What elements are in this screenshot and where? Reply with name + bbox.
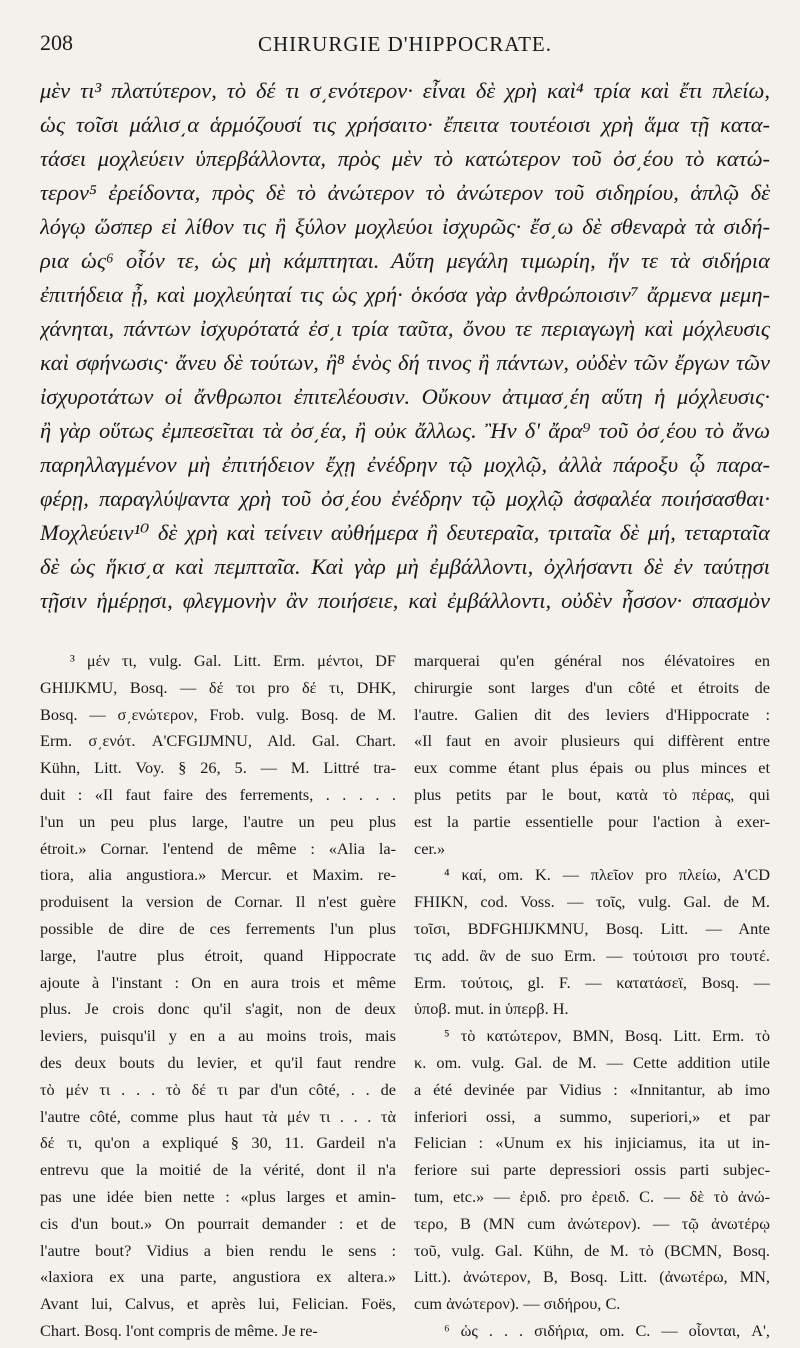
footnote-line: l'autre. Galien dit des leviers d'Hippocrate : — [414, 704, 770, 724]
greek-text-line: Μοχλεύειν¹⁰ δὲ χρὴ καὶ τείνειν αὐθήμερα ἢ δευτεραῖα, τριταῖα δὲ μή, τεταρταῖα — [40, 520, 770, 545]
footnote-line: Chart. Bosq. l'ont compris de même. Je re- — [40, 1320, 318, 1340]
footnote-line: l'un un peu plus large, l'autre un peu plus — [40, 811, 396, 831]
greek-main-text — [40, 74, 770, 618]
footnote-line: ³ μέν τι, vulg. Gal. Litt. Erm. μέντοι, DF — [70, 651, 396, 670]
greek-text-line: καὶ σφήνωσις· ἄνευ δὲ τούτων, ἢ⁸ ἑνὸς δή τινος ἢ πάντων, οὐδὲν τῶν ἔργων τῶν — [40, 350, 770, 375]
footnote-line: τις add. ἂν de suo Erm. — τούτοισι pro τουτέ. — [414, 945, 770, 965]
footnote-line: Erm. σ͵ενότ. A'CFGIJMNU, Ald. Gal. Chart. — [40, 731, 396, 751]
footnote-line: Felician : «Unum ex his injiciamus, ita ut in- — [414, 1133, 770, 1153]
footnote-line: ⁴ καί, om. K. — πλεῖον pro πλείω, A'CD — [444, 865, 770, 885]
footnote-line: produisent la version de Cornar. Il n'est guère — [40, 892, 396, 912]
footnote-line: τοῖσι, BDFGHIJKMNU, Bosq. Litt. — Ante — [414, 918, 770, 938]
footnote-line: Erm. τούτοις, gl. F. — κατατάσεϊ, Bosq. — — [414, 972, 770, 992]
footnotes-left-column — [40, 648, 396, 1345]
footnote-line: FHIKN, cod. Voss. — τοῖς, vulg. Gal. de M. — [414, 892, 770, 912]
footnote-line: κ. om. vulg. Gal. de M. — Cette addition utile — [414, 1052, 770, 1072]
footnote-line: leviers, puisqu'il y en a au moins trois, mais — [40, 1026, 396, 1046]
footnote-line: marquerai qu'en général nos élévatoires en — [414, 651, 770, 670]
footnote-line: tiora, alia angustiora.» Mercur. et Maxim. re- — [40, 865, 396, 885]
footnote-line: ⁶ ὡς . . . σιδήρια, om. C. — οἷονται, A', — [444, 1320, 770, 1340]
footnote-line: ὑποβ. mut. in ὑπερβ. H. — [414, 999, 569, 1019]
footnote-line: τὸ μέν τι . . . τὸ δέ τι par d'un côté, . . de — [40, 1079, 396, 1099]
footnote-line: a été devinée par Vidius : «Innitantur, ab imo — [414, 1079, 770, 1099]
footnote-line: ⁵ τὸ κατώτερον, BMN, Bosq. Litt. Erm. τὸ — [444, 1026, 770, 1046]
footnote-line: eux comme étant plus épais ou plus minces et — [414, 758, 770, 778]
footnote-line: cum ἀνώτερον). — σιδήρου, C. — [414, 1294, 621, 1314]
footnote-line: entrevu que la moitié de la vérité, dont il n'a — [40, 1160, 396, 1180]
footnote-line: chirurgie sont larges d'un côté et étroits de — [414, 677, 770, 697]
footnote-line: pas une idée bien nette : «plus larges et amin- — [40, 1186, 396, 1206]
footnote-line: feriore sui parte depressiori ossis parti subjec- — [414, 1160, 770, 1180]
footnote-line: cis d'un bout.» On pourrait demander : et de — [40, 1213, 396, 1233]
running-title: CHIRURGIE D'HIPPOCRATE. — [258, 32, 552, 56]
greek-text-line: ἢ γὰρ οὕτως ἐμπεσεῖται τὰ ὀσ͵έα, ἢ οὐκ ἄλλως. Ἢν δ' ἄρα⁹ τοῦ ὀσ͵έου τὸ ἄνω — [40, 418, 770, 443]
footnote-line: étroit.» Cornar. l'entend de même : «Alia la- — [40, 838, 396, 858]
footnote-line: τοῦ, vulg. Gal. Kühn, de M. τὸ (BCMN, Bosq. — [414, 1240, 770, 1260]
greek-text-line: τερον⁵ ἐρείδοντα, πρὸς δὲ τὸ ἀνώτερον τὸ ἀνώτερον τοῦ σιδηρίου, ἁπλῷ δὲ — [40, 180, 770, 205]
footnote-line: Avant lui, Calvus, et après lui, Felician. Foës, — [40, 1294, 396, 1314]
greek-text-line: παρηλλαγμένον μὴ ἐπιτήδειον ἔχῃ ἐνέδρην τῷ μοχλῷ, ἀλλὰ πάροξυ ᾧ παρα- — [40, 452, 770, 477]
footnote-line: «laxiora ex una parte, angustiora ex altera.» — [40, 1267, 396, 1287]
greek-text-line: ἰσχυροτάτων οἱ ἄνθρωποι ἐπιτελέουσιν. Οὔκουν ἀτιμασ͵έη αὕτη ἡ μόχλευσις· — [40, 384, 770, 409]
greek-text-line: μὲν τι³ πλατύτερον, τὸ δέ τι σ͵ενότερον· εἶναι δὲ χρὴ καὶ⁴ τρία καὶ ἔτι πλείω, — [40, 78, 770, 103]
footnote-line: est la partie essentielle pour l'action à exer- — [414, 811, 770, 831]
footnote-line: δέ τι, qu'on a expliqué § 30, 11. Gardeil n'a — [40, 1133, 396, 1153]
greek-text-line: δὲ ὡς ἥκισ͵α καὶ πεμπταῖα. Καὶ γὰρ μὴ ἐμβάλλοντι, ὀχλήσαντι δὲ ἐν ταύτῃσι — [40, 554, 770, 579]
greek-text-line: τῇσιν ἡμέρῃσι, φλεγμονὴν ἂν ποιήσειε, καὶ ἐμβάλλοντι, οὐδὲν ἧσσον· σπασμὸν — [40, 588, 770, 613]
footnote-line: possible de dire de ces ferrements l'un plus — [40, 918, 396, 938]
greek-text-line: ὡς τοῖσι μάλισ͵α ἁρμόζουσί τις χρήσαιτο· ἔπειτα τουτέοισι χρὴ ἅμα τῇ κατα- — [40, 112, 770, 137]
page-header — [40, 26, 770, 66]
greek-text-line: ρια ὡς⁶ οἷόν τε, ὡς μὴ κάμπτηται. Αὕτη μεγάλη τιμωρίη, ἥν τε τὰ σιδήρια — [40, 248, 770, 273]
greek-text-line: λόγῳ ὥσπερ εἰ λίθον τις ἢ ξύλον μοχλεύοι ἰσχυρῶς· ἔσ͵ω δὲ σθεναρὰ τὰ σιδή- — [40, 214, 770, 239]
footnote-line: Kühn, Litt. Voy. § 26, 5. — M. Littré tra- — [40, 758, 396, 778]
footnotes-right-column — [414, 648, 770, 1345]
footnote-line: Bosq. — σ͵ενώτερον, Frob. vulg. Bosq. de M. — [40, 704, 396, 724]
footnote-line: τερο, B (MN cum ἀνώτερον). — τῷ ἀνωτέρῳ — [414, 1213, 770, 1233]
footnote-line: des deux bouts du levier, et qu'il faut rendre — [40, 1052, 396, 1072]
footnote-line: plus petits par le bout, κατὰ τὸ πέρας, qui — [414, 784, 770, 804]
footnote-line: inferiori ossi, a summo, superiori,» et par — [414, 1106, 770, 1126]
footnote-line: Litt.). ἀνώτερον, B, Bosq. Litt. (ἀνωτέρω, MN, — [414, 1267, 770, 1287]
footnote-line: plus. Je crois donc qu'il s'agit, non de deux — [40, 999, 396, 1019]
greek-text-line: χάνηται, πάντων ἰσχυρότατά ἐσ͵ι τρία ταῦτα, ὄνου τε περιαγωγὴ καὶ μόχλευσις — [40, 316, 770, 341]
footnote-line: cer.» — [414, 838, 446, 858]
footnote-line: large, l'autre plus étroit, quand Hippocrate — [40, 945, 396, 965]
footnote-line: GHIJKMU, Bosq. — δέ τοι pro δέ τι, DHK, — [40, 677, 396, 697]
greek-text-line: ἐπιτήδεια ᾖ, καὶ μοχλεύηταί τις ὡς χρή· ὁκόσα γὰρ ἀνθρώποισιν⁷ ἄρμενα μεμη- — [40, 282, 770, 307]
footnote-line: duit : «Il faut faire des ferrements, . . . . . — [40, 784, 396, 804]
footnote-line: l'autre côté, comme plus haut τὰ μέν τι . . . τὰ — [40, 1106, 396, 1126]
footnote-line: ajoute à l'instant : On en aura trois et même — [40, 972, 396, 992]
footnote-line: «Il faut en avoir plusieurs qui diffèrent entre — [414, 731, 770, 751]
greek-text-line: φέρῃ, παραγλύψαντα χρὴ τοῦ ὀσ͵έου ἐνέδρην τῷ μοχλῷ ἀσφαλέα ποιήσασθαι· — [40, 486, 770, 511]
page-number: 208 — [40, 30, 73, 55]
greek-text-line: τάσει μοχλεύειν ὑπερβάλλοντα, πρὸς μὲν τὸ κατώτερον τοῦ ὀσ͵έου τὸ κατώ- — [40, 146, 770, 171]
footnotes — [40, 648, 770, 1345]
footnote-line: l'autre bout? Vidius a bien rendu le sens : — [40, 1240, 396, 1260]
footnote-line: tum, etc.» — ἐριδ. pro ἐρειδ. C. — δὲ τὸ ἀνώ- — [414, 1186, 770, 1206]
